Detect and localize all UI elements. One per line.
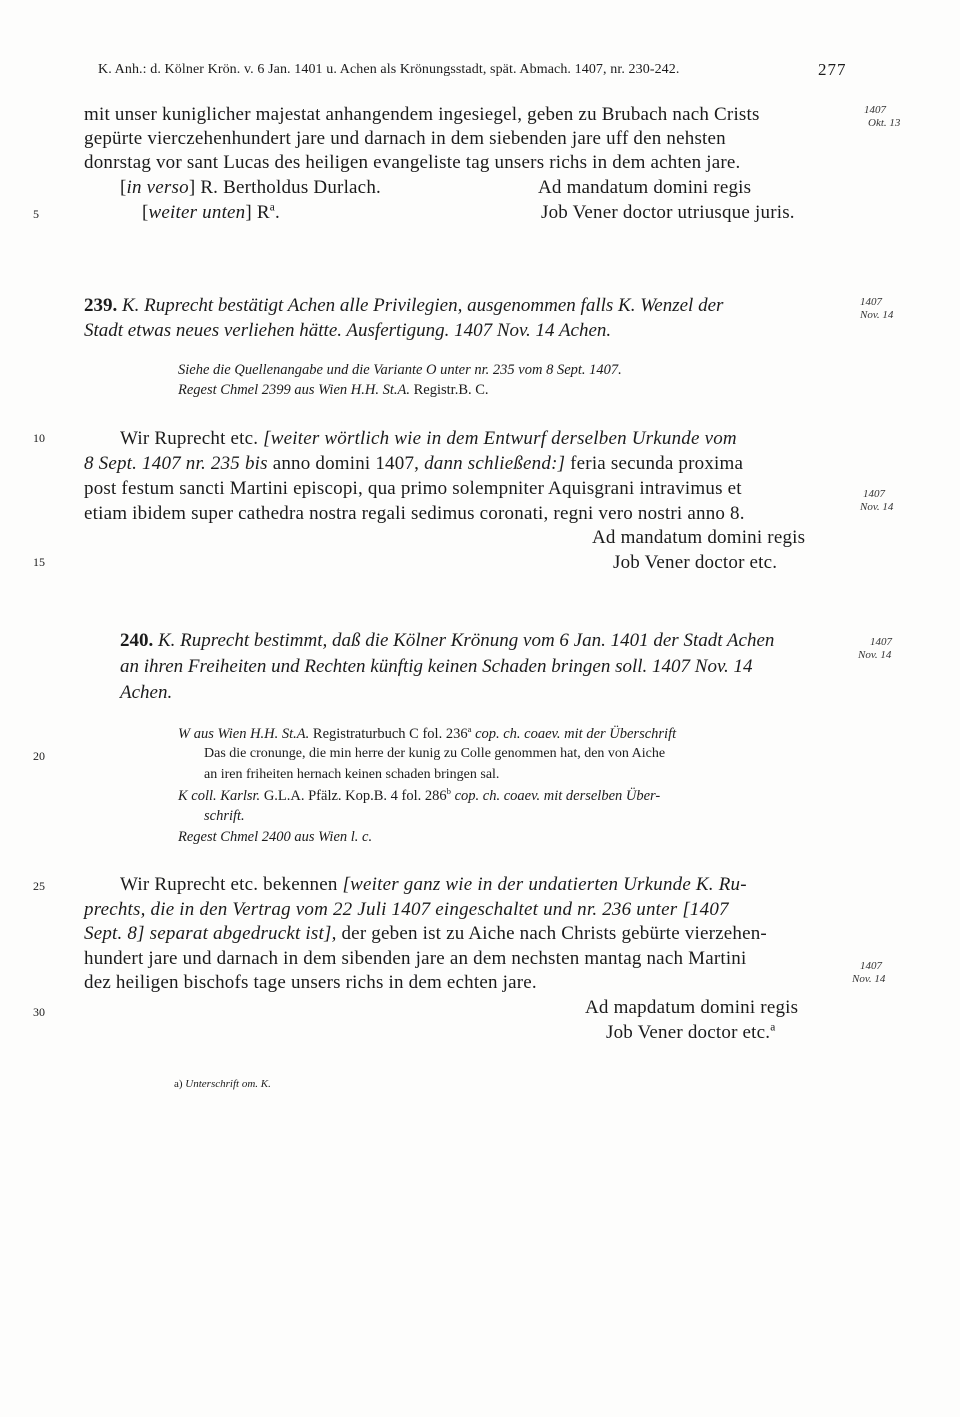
text-line: hundert jare und darnach in dem sibenden jare an dem nechsten mantag nach Martini xyxy=(84,948,747,969)
signer-line: Job Vener doctor etc.$^a$ xyxy=(606,1021,776,1043)
margin-date: 1407 Nov. 14 xyxy=(858,636,892,661)
text-line: gepürte vierczehenhundert jare und darnach in dem siebenden jare uff den nehsten xyxy=(84,128,726,149)
text-line: etiam ibidem super cathedra nostra regali sedimus coronati, regni vero nostri anno 8. xyxy=(84,503,745,524)
signer-line: Job Vener doctor utriusque juris. xyxy=(541,202,795,223)
line-number: 5 xyxy=(33,207,39,221)
line-number: 15 xyxy=(33,555,45,569)
quote-line: Das die cronunge, die min herre der kunig zu Colle genommen hat, den von Aiche xyxy=(204,746,666,761)
entry-239-heading-cont: Stadt etwas neues verliehen hätte. Ausfertigung. 1407 Nov. 14 Achen. xyxy=(84,320,612,341)
mandate-line: Ad mapdatum domini regis xyxy=(585,997,799,1018)
mandate-line: Ad mandatum domini regis xyxy=(592,527,806,548)
source-note: K coll. Karlsr. G.L.A. Pfälz. Kop.B. 4 fol. 286$^b$ cop. ch. coaev. mit derselben Über- xyxy=(178,786,661,804)
source-note: Regest Chmel 2400 aus Wien l. c. xyxy=(178,829,373,845)
source-note: Siehe die Quellenangabe und die Variante O unter nr. 235 vom 8 Sept. 1407. xyxy=(178,362,622,378)
entry-239-heading: 239. K. Ruprecht bestätigt Achen alle Privilegien, ausgenommen falls K. Wenzel der xyxy=(84,295,724,316)
quote-line: an iren friheiten hernach keinen schaden bringen sal. xyxy=(204,767,500,782)
source-note: schrift. xyxy=(204,808,245,824)
text-line: prechts, die in den Vertrag vom 22 Juli 1407 eingeschaltet und nr. 236 unter [1407 xyxy=(84,899,729,920)
line-number: 10 xyxy=(33,431,45,445)
line-number: 20 xyxy=(33,749,45,763)
source-note: W aus Wien H.H. St.A. Registraturbuch C fol. 236$^a$ cop. ch. coaev. mit der Überschrift xyxy=(178,724,677,742)
unten-line: [weiter unten] $R^a$. xyxy=(142,201,280,223)
text-line: dez heiligen bischofs tage unsers richs in dem echten jare. xyxy=(84,972,537,993)
verso-line: [in verso] R. Bertholdus Durlach. xyxy=(120,177,381,198)
page-number: 277 xyxy=(818,60,847,79)
footnote: a) Unterschrift om. K. xyxy=(174,1078,271,1090)
text-line: Wir Ruprecht etc. [weiter wörtlich wie in dem Entwurf derselben Urkunde vom xyxy=(120,428,737,449)
margin-date: 1407 Nov. 14 xyxy=(860,296,894,321)
text-line: Sept. 8] separat abgedruckt ist], der geben ist zu Aiche nach Christs gebürte vierzehen- xyxy=(84,923,767,944)
text-line: post festum sancti Martini episcopi, qua primo solempniter Aquisgrani intravimus et xyxy=(84,478,742,499)
entry-240-heading: 240. K. Ruprecht bestimmt, daß die Kölner Krönung vom 6 Jan. 1401 der Stadt Achen xyxy=(120,630,775,651)
margin-date: 1407 Okt. 13 xyxy=(864,104,901,129)
signer-line: Job Vener doctor etc. xyxy=(613,552,778,573)
margin-date: 1407 Nov. 14 xyxy=(860,488,894,513)
line-number: 25 xyxy=(33,879,45,893)
margin-date: 1407 Nov. 14 xyxy=(852,960,886,985)
line-number: 30 xyxy=(33,1005,45,1019)
source-note: Regest Chmel 2399 aus Wien H.H. St.A. Registr.B. C. xyxy=(178,382,489,398)
mandate-line: Ad mandatum domini regis xyxy=(538,177,752,198)
running-title: K. Anh.: d. Kölner Krön. v. 6 Jan. 1401 u. Achen als Krönungsstadt, spät. Abmach. 1407, nr. 230-242. xyxy=(98,62,680,77)
text-line: 8 Sept. 1407 nr. 235 bis anno domini 1407, dann schließend:] feria secunda proxima xyxy=(84,453,744,474)
text-line: Wir Ruprecht etc. bekennen [weiter ganz wie in der undatierten Urkunde K. Ru- xyxy=(120,874,747,895)
text-line: mit unser kuniglicher majestat anhangendem ingesiegel, geben zu Brubach nach Crists xyxy=(84,104,760,125)
text-line: donrstag vor sant Lucas des heiligen evangeliste tag unsers richs in dem achten jare. xyxy=(84,152,741,173)
entry-240-heading-cont: an ihren Freiheiten und Rechten künftig keinen Schaden bringen soll. 1407 Nov. 14 xyxy=(120,656,753,677)
entry-240-heading-cont: Achen. xyxy=(120,682,173,703)
